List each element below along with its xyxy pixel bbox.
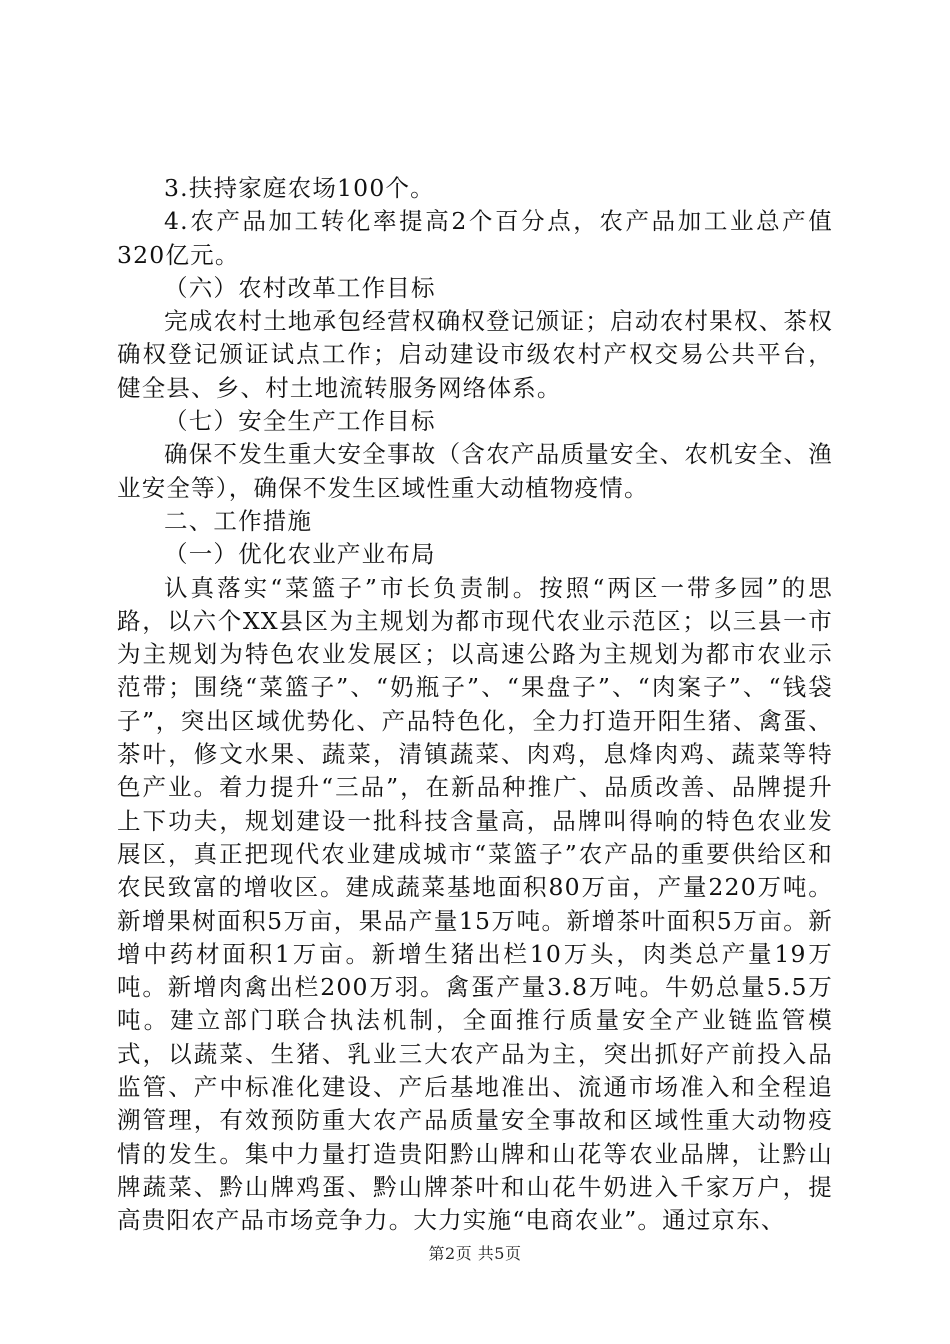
paragraph-item-4: 4.农产品加工转化率提高2个百分点，农产品加工业总产值320亿元。 [117, 207, 833, 269]
paragraph-item-3: 3.扶持家庭农场100个。 [164, 174, 435, 202]
section-heading-optimize-layout: （一）优化农业产业布局 [164, 540, 436, 569]
section-heading-rural-reform: （六）农村改革工作目标 [164, 273, 436, 302]
section-heading-measures: 二、工作措施 [164, 506, 313, 535]
page-number-footer: 第2页 共5页 [428, 1244, 522, 1263]
section-heading-safety: （七）安全生产工作目标 [164, 407, 436, 436]
paragraph-safety: 确保不发生重大安全事故（含农产品质量安全、农机安全、渔业安全等），确保不发生区域性重大动植物疫情。 [117, 440, 833, 502]
document-body [117, 172, 833, 1238]
paragraph-optimize-layout: 认真落实“菜篮子”市长负责制。按照“两区一带多园”的思路，以六个XX县区为主规划为都市现代农业示范区；以三县一市为主规划为特色农业发展区；以高速公路为主规划为都市农业示范带；围绕“菜篮子”、“奶瓶子”、“果盘子”、“肉案子”、“钱袋子”，突出区域优势化、产品特色化，全力打造开阳生猪、禽蛋、茶叶，修文水果、蔬菜，清镇蔬菜、肉鸡，息烽肉鸡、蔬菜等特色产业。着力提升“三品”，在新品种推广、品质改善、品牌提升上下功夫，规划建设一批科技含量高，品牌叫得响的特色农业发展区，真正把现代农业建成城市“菜篮子”农产品的重要供给区和农民致富的增收区。建成蔬菜基地面积80万亩，产量220万吨。新增果树面积5万亩，果品产量15万吨。新增茶叶面积5万亩。新增中药材面积1万亩。新增生猪出栏10万头，肉类总产量19万吨。新增肉禽出栏200万羽。禽蛋产量3.8万吨。牛奶总量5.5万吨。建立部门联合执法机制，全面推行质量安全产业链监管模式，以蔬菜、生猪、乳业三大农产品为主，突出抓好产前投入品监管、产中标准化建设、产后基地准出、流通市场准入和全程追溯管理，有效预防重大农产品质量安全事故和区域性重大动物疫情的发生。集中力量打造贵阳黔山牌和山花等农业品牌，让黔山牌蔬菜、黔山牌鸡蛋、黔山牌茶叶和山花牛奶进入千家万户，提高贵阳农产品市场竞争力。大力实施“电商农业”。通过京东、 [117, 573, 833, 1235]
paragraph-rural-reform: 完成农村土地承包经营权确权登记颁证；启动农村果权、茶权确权登记颁证试点工作；启动建设市级农村产权交易公共平台，健全县、乡、村土地流转服务网络体系。 [117, 307, 833, 402]
